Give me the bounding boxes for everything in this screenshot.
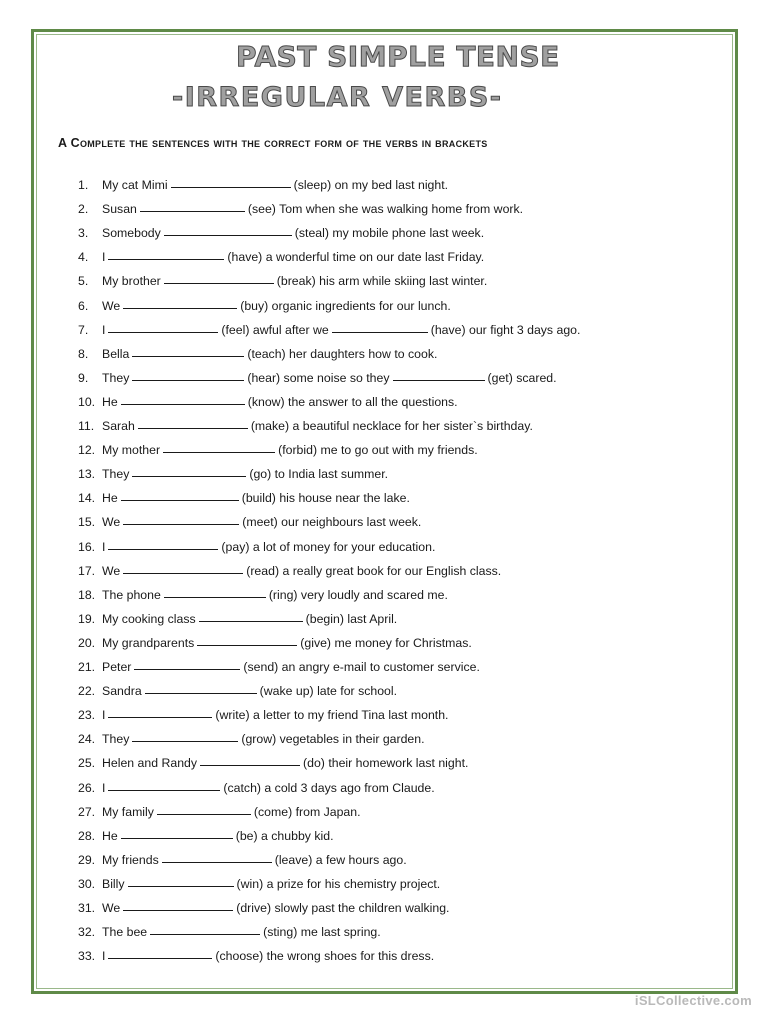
item-text: (go) to India last summer. — [249, 467, 389, 482]
item-subject: We — [102, 901, 121, 915]
answer-blank[interactable] — [123, 898, 233, 911]
item-subject: Somebody — [102, 226, 161, 241]
item-subject: Sarah — [102, 419, 135, 433]
item-text: (teach) her daughters how to cook. — [247, 346, 438, 361]
answer-blank[interactable] — [199, 609, 303, 622]
item-number: 14. — [78, 491, 96, 506]
item-text: (see) Tom when she was walking home from work. — [247, 202, 524, 217]
item-text: (hear) some noise so they — [247, 370, 390, 385]
answer-blank[interactable] — [164, 223, 292, 236]
answer-blank[interactable] — [145, 681, 257, 694]
answer-blank[interactable] — [132, 344, 244, 357]
exercise-item — [78, 609, 698, 629]
answer-blank[interactable] — [138, 416, 248, 429]
answer-blank[interactable] — [128, 874, 234, 887]
answer-blank[interactable] — [108, 946, 212, 959]
exercise-item — [78, 705, 698, 725]
item-number: 8. — [78, 346, 89, 361]
item-subject: My cooking class — [102, 611, 196, 626]
answer-blank[interactable] — [121, 488, 239, 501]
exercise-item — [78, 681, 698, 701]
exercise-item — [78, 223, 698, 243]
item-text: (catch) a cold 3 days ago from Claude. — [223, 780, 435, 795]
item-text: (buy) organic ingredients for our lunch. — [240, 298, 451, 313]
item-subject: Helen and Randy — [102, 756, 198, 771]
item-text: (write) a letter to my friend Tina last month. — [215, 708, 449, 723]
item-number: 26. — [78, 780, 96, 795]
answer-blank[interactable] — [108, 705, 212, 718]
exercise-item — [78, 344, 698, 364]
item-number: 28. — [78, 828, 96, 843]
answer-blank[interactable] — [332, 320, 428, 333]
exercise-item — [78, 440, 698, 460]
item-text: (meet) our neighbours last week. — [242, 515, 422, 530]
watermark: iSLCollective.com — [634, 993, 752, 1008]
answer-blank[interactable] — [108, 320, 218, 333]
exercise-item — [78, 416, 698, 436]
answer-blank[interactable] — [123, 512, 239, 525]
item-text: (read) a really great book for our English class. — [246, 563, 502, 578]
item-text: (build) his house near the lake. — [241, 491, 410, 506]
item-subject: Peter — [102, 660, 132, 674]
exercise-item — [78, 946, 698, 966]
exercise-item — [78, 729, 698, 749]
item-number: 7. — [78, 322, 89, 337]
exercise-item — [78, 898, 698, 918]
item-text: (drive) slowly past the children walking. — [236, 901, 450, 915]
item-text: (have) our fight 3 days ago. — [430, 322, 581, 337]
item-subject: They — [102, 732, 130, 747]
exercise-item — [78, 320, 698, 340]
exercise-item — [78, 585, 698, 605]
answer-blank[interactable] — [164, 585, 266, 598]
item-subject: They — [102, 370, 130, 385]
exercise-item — [78, 850, 698, 870]
exercise-item — [78, 537, 698, 557]
item-number: 30. — [78, 876, 96, 891]
item-number: 18. — [78, 587, 96, 602]
item-number: 12. — [78, 443, 96, 458]
exercise-item — [78, 874, 698, 894]
item-number: 27. — [78, 804, 96, 819]
item-text: (know) the answer to all the questions. — [247, 394, 458, 409]
exercise-item — [78, 247, 698, 267]
item-number: 25. — [78, 756, 96, 771]
item-number: 6. — [78, 298, 89, 313]
item-text: (sting) me last spring. — [263, 925, 381, 940]
item-number: 13. — [78, 467, 96, 482]
item-text: (leave) a few hours ago. — [274, 852, 407, 867]
answer-blank[interactable] — [134, 657, 240, 670]
item-text: (get) scared. — [487, 370, 557, 385]
item-number: 4. — [78, 250, 89, 265]
item-number: 20. — [78, 635, 96, 650]
item-number: 19. — [78, 611, 96, 626]
item-text: (give) me money for Christmas. — [300, 635, 472, 650]
item-subject: Bella — [102, 346, 130, 361]
item-text: (make) a beautiful necklace for her sister`s birthday. — [250, 419, 533, 433]
answer-blank[interactable] — [123, 296, 237, 309]
answer-blank[interactable] — [123, 561, 243, 574]
item-text: (pay) a lot of money for your education. — [221, 539, 436, 554]
item-subject: Susan — [102, 202, 137, 217]
answer-blank[interactable] — [171, 175, 291, 188]
item-number: 3. — [78, 226, 89, 241]
exercise-item — [78, 488, 698, 508]
exercise-item — [78, 633, 698, 653]
item-text: (win) a prize for his chemistry project. — [236, 876, 441, 891]
item-subject: I — [102, 708, 106, 723]
item-text: (be) a chubby kid. — [235, 828, 334, 843]
item-number: 31. — [78, 901, 96, 915]
answer-blank[interactable] — [121, 392, 245, 405]
item-text: (break) his arm while skiing last winter. — [276, 274, 488, 289]
item-number: 22. — [78, 684, 96, 699]
item-subject: They — [102, 467, 130, 482]
item-number: 1. — [78, 178, 89, 192]
exercise-item — [78, 175, 698, 195]
exercise-item — [78, 296, 698, 316]
exercise-item — [78, 802, 698, 822]
exercise-item — [78, 368, 698, 388]
item-number: 23. — [78, 708, 96, 723]
exercise-item — [78, 561, 698, 581]
exercise-item — [78, 657, 698, 677]
item-subject: We — [102, 563, 121, 578]
item-subject: I — [102, 250, 106, 265]
item-subject: The phone — [102, 587, 161, 602]
item-text: (choose) the wrong shoes for this dress. — [215, 949, 435, 964]
answer-blank[interactable] — [121, 826, 233, 839]
item-subject: My brother — [102, 274, 161, 289]
item-number: 29. — [78, 852, 96, 867]
item-subject: Billy — [102, 876, 125, 891]
item-number: 32. — [78, 925, 96, 940]
item-text: (begin) last April. — [305, 611, 398, 626]
item-subject: He — [102, 828, 118, 843]
answer-blank[interactable] — [162, 850, 272, 863]
item-number: 33. — [78, 949, 96, 964]
exercise-item — [78, 753, 698, 773]
instruction-text: A Complete the sentences with the correct form of the verbs in brackets — [58, 136, 488, 150]
item-subject: My cat Mimi — [102, 178, 168, 192]
answer-blank[interactable] — [163, 440, 275, 453]
item-subject: My mother — [102, 443, 161, 458]
answer-blank[interactable] — [150, 922, 260, 935]
item-subject: My friends — [102, 852, 159, 867]
item-text: (wake up) late for school. — [259, 684, 398, 699]
answer-blank[interactable] — [132, 464, 246, 477]
item-subject: He — [102, 394, 118, 409]
answer-blank[interactable] — [164, 271, 274, 284]
item-number: 17. — [78, 563, 96, 578]
item-number: 10. — [78, 394, 96, 409]
item-subject: Sandra — [102, 684, 142, 699]
item-number: 16. — [78, 539, 96, 554]
item-text: (have) a wonderful time on our date last Friday. — [227, 250, 485, 265]
exercise-item — [78, 464, 698, 484]
item-number: 9. — [78, 370, 89, 385]
item-text: (do) their homework last night. — [303, 756, 469, 771]
item-number: 15. — [78, 515, 96, 530]
item-subject: I — [102, 322, 106, 337]
answer-blank[interactable] — [108, 778, 220, 791]
item-subject: My family — [102, 804, 154, 819]
answer-blank[interactable] — [200, 753, 300, 766]
answer-blank[interactable] — [132, 729, 238, 742]
item-number: 24. — [78, 732, 96, 747]
item-text: (come) from Japan. — [253, 804, 361, 819]
exercise-item — [78, 778, 698, 798]
answer-blank[interactable] — [140, 199, 245, 212]
item-text: (grow) vegetables in their garden. — [241, 732, 425, 747]
item-number: 2. — [78, 202, 89, 217]
exercise-item — [78, 199, 698, 219]
item-subject: I — [102, 949, 106, 964]
worksheet-subtitle: -IRREGULAR VERBS- — [172, 82, 503, 113]
item-text: (ring) very loudly and scared me. — [268, 587, 448, 602]
answer-blank[interactable] — [108, 247, 224, 260]
answer-blank[interactable] — [197, 633, 297, 646]
answer-blank[interactable] — [132, 368, 244, 381]
answer-blank[interactable] — [393, 368, 485, 381]
answer-blank[interactable] — [108, 537, 218, 550]
item-text: (feel) awful after we — [221, 322, 329, 337]
exercise-item — [78, 392, 698, 412]
item-text: (steal) my mobile phone last week. — [294, 226, 485, 241]
item-subject: We — [102, 298, 121, 313]
item-subject: We — [102, 515, 121, 530]
exercise-item — [78, 826, 698, 846]
item-text: (sleep) on my bed last night. — [293, 178, 449, 192]
worksheet-title: PAST SIMPLE TENSE — [236, 40, 560, 73]
item-text: (forbid) me to go out with my friends. — [278, 443, 478, 458]
item-text: (send) an angry e-mail to customer service. — [243, 660, 480, 674]
exercise-item — [78, 922, 698, 942]
item-number: 21. — [78, 660, 96, 674]
item-subject: He — [102, 491, 118, 506]
item-number: 11. — [78, 419, 95, 433]
item-subject: I — [102, 539, 106, 554]
exercise-item — [78, 271, 698, 291]
item-subject: I — [102, 780, 106, 795]
item-number: 5. — [78, 274, 89, 289]
answer-blank[interactable] — [157, 802, 251, 815]
exercise-item — [78, 512, 698, 532]
item-subject: The bee — [102, 925, 148, 940]
item-subject: My grandparents — [102, 635, 195, 650]
